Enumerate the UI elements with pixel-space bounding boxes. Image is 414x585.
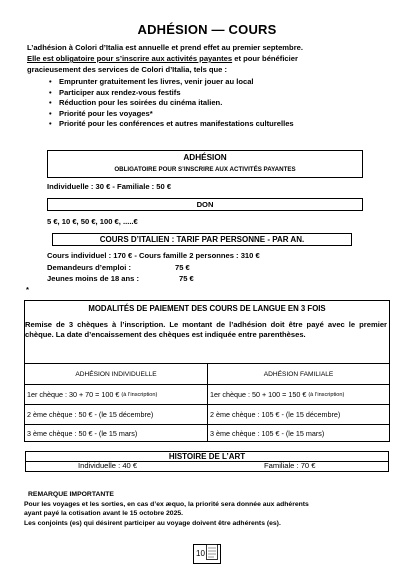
table-header-familiale: ADHÉSION FAMILIALE: [207, 363, 390, 384]
table-cell: 3 ème chèque : 105 € - (le 15 mars): [207, 424, 390, 442]
cours-box: COURS D’ITALIEN : TARIF PAR PERSONNE - PAR AN.: [52, 233, 352, 246]
don-amounts: 5 €, 10 €, 50 €, 100 €, .....€: [47, 217, 138, 226]
intro-line-3: gracieusement des services de Colori d’Italia, tels que :: [27, 65, 228, 74]
modalites-text: Remise de 3 chèques à l’inscription. Le montant de l’adhésion doit être payé avec le premier chèque. La date d’encaissement des chèques est indiquée entre parenthèses.: [25, 319, 387, 339]
histoire-individuelle: Individuelle : 40 €: [78, 461, 138, 470]
remarque-title: REMARQUE IMPORTANTE: [28, 491, 114, 498]
remarque-line-3: Les conjoints (es) qui désirent participer au voyage doivent être adhérents (es).: [24, 520, 281, 527]
page-number: 10: [196, 548, 205, 558]
book-icon: [206, 544, 218, 565]
modalites-box: [24, 300, 390, 442]
table-cell: 3 ème chèque : 50 € - (le 15 mars): [24, 424, 207, 442]
don-box: DON: [47, 198, 363, 211]
page-title: ADHÉSION — COURS: [137, 22, 277, 37]
cours-line-3-label: Jeunes moins de 18 ans :: [47, 274, 140, 283]
remarque-line-1: Pour les voyages et les sorties, en cas d’ex æquo, la priorité sera donnée aux adhérents: [24, 501, 309, 508]
modalites-title: MODALITÉS DE PAIEMENT DES COURS DE LANGUE EN 3 FOIS: [88, 304, 326, 313]
list-item: • Participer aux rendez-vous festifs: [49, 87, 181, 97]
table-cell: 2 ème chèque : 105 € - (le 15 décembre): [207, 404, 390, 424]
table-cell: 1er chèque : 30 + 70 = 100 € (à l’inscription): [24, 384, 207, 404]
adhesion-subtitle: OBLIGATOIRE POUR S’INSCRIRE AUX ACTIVITÉS PAYANTES: [114, 165, 296, 173]
page-number-box: [193, 544, 221, 564]
adhesion-box: [47, 150, 363, 178]
list-item: • Réduction pour les soirées du cinéma italien.: [49, 98, 223, 107]
table-cell: 2 ème chèque : 50 € - (le 15 décembre): [24, 404, 207, 424]
adhesion-prices: Individuelle : 30 € - Familiale : 50 €: [47, 182, 172, 191]
intro-line-2: [27, 54, 407, 65]
list-item: • Emprunter gratuitement les livres, venir jouer au local: [49, 77, 254, 86]
histoire-box: [25, 451, 389, 472]
intro-line-2-rest: et pour bénéficier: [232, 54, 298, 63]
table-header-individuelle: ADHÉSION INDIVIDUELLE: [24, 363, 207, 384]
cours-line-3-value: 75 €: [179, 274, 194, 283]
list-item: • Priorité pour les conférences et autres manifestations culturelles: [49, 119, 294, 128]
cours-line-2-label: Demandeurs d’emploi :: [47, 263, 131, 272]
intro-mandatory-text: Elle est obligatoire pour s’inscrire aux activités payantes: [27, 54, 233, 63]
histoire-title: HISTOIRE DE L’ART: [26, 452, 388, 462]
asterisk-mark: *: [26, 285, 29, 294]
adhesion-title: ADHÉSION: [183, 153, 227, 162]
histoire-familiale: Familiale : 70 €: [264, 461, 316, 470]
cours-line-2-value: 75 €: [175, 263, 190, 272]
intro-line-1: L’adhésion à Colori d’Italia est annuelle et prend effet au premier septembre.: [27, 43, 303, 52]
table-cell: 1er chèque : 50 + 100 = 150 € (à l’inscription): [207, 384, 390, 404]
benefits-list: [49, 77, 389, 130]
cours-line-1: Cours individuel : 170 € - Cours famille 2 personnes : 310 €: [47, 251, 260, 260]
list-item: • Priorité pour les voyages*: [49, 108, 153, 118]
remarque-line-2: ayant payé la cotisation avant le 15 octobre 2025.: [24, 510, 184, 517]
